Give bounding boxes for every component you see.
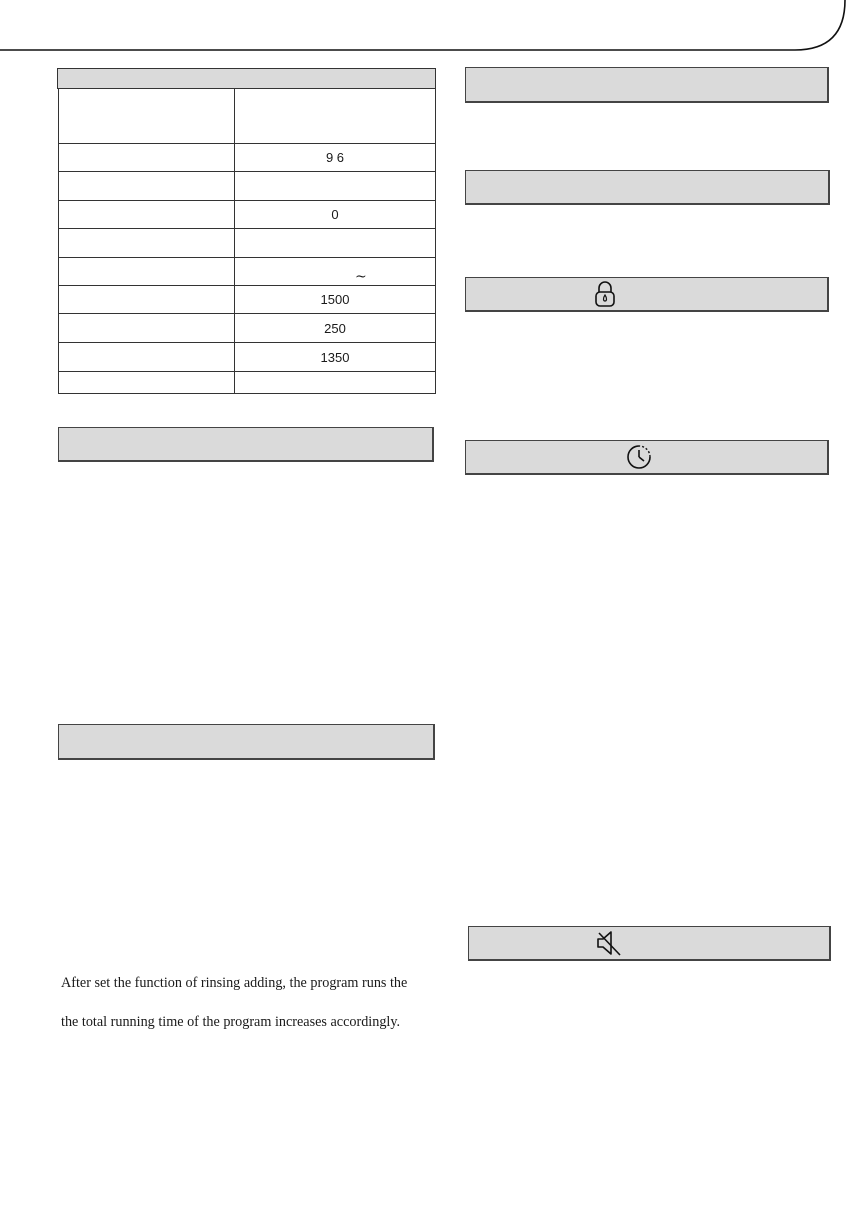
table-row xyxy=(59,343,436,372)
section-bar-delay xyxy=(465,440,829,475)
section-bar-left-2 xyxy=(58,724,435,760)
section-bar-left-1 xyxy=(58,427,434,462)
spec-label xyxy=(59,286,235,314)
table-row xyxy=(59,89,436,144)
body-paragraph-line-2: the total running time of the program increases accordingly. xyxy=(61,1014,401,1030)
spec-table xyxy=(58,88,436,394)
table-row xyxy=(59,286,436,314)
spec-value xyxy=(235,229,436,258)
table-row xyxy=(59,229,436,258)
spec-label xyxy=(59,229,235,258)
spec-value: 0 xyxy=(235,201,436,229)
spec-table-header xyxy=(57,68,436,89)
section-bar-mute xyxy=(468,926,831,961)
section-bar-child-lock xyxy=(465,277,829,312)
spec-value: 1350 xyxy=(235,343,436,372)
table-row xyxy=(59,144,436,172)
table-row xyxy=(59,372,436,394)
spec-value: 250 xyxy=(235,314,436,343)
spec-label xyxy=(59,144,235,172)
section-bar-right-2 xyxy=(465,170,830,205)
spec-value-voltage xyxy=(235,258,436,286)
spec-value: 9 6 xyxy=(235,144,436,172)
ac-symbol: ~ xyxy=(355,268,367,285)
speaker-mute-icon xyxy=(594,929,624,957)
spec-label xyxy=(59,172,235,201)
table-row xyxy=(59,258,436,286)
spec-label xyxy=(59,343,235,372)
spec-label xyxy=(59,201,235,229)
spec-label xyxy=(59,89,235,144)
clock-icon xyxy=(625,443,653,471)
section-bar-right-1 xyxy=(465,67,829,103)
spec-label xyxy=(59,314,235,343)
spec-label xyxy=(59,372,235,394)
spec-label xyxy=(59,258,235,286)
page-edge-arc xyxy=(0,0,856,60)
spec-value xyxy=(235,89,436,144)
lock-icon xyxy=(594,280,616,308)
table-row xyxy=(59,201,436,229)
table-row xyxy=(59,314,436,343)
spec-value xyxy=(235,372,436,394)
spec-value xyxy=(235,172,436,201)
body-paragraph-line-1: After set the function of rinsing adding, the program runs the xyxy=(61,975,408,991)
spec-value: 1500 xyxy=(235,286,436,314)
table-row xyxy=(59,172,436,201)
